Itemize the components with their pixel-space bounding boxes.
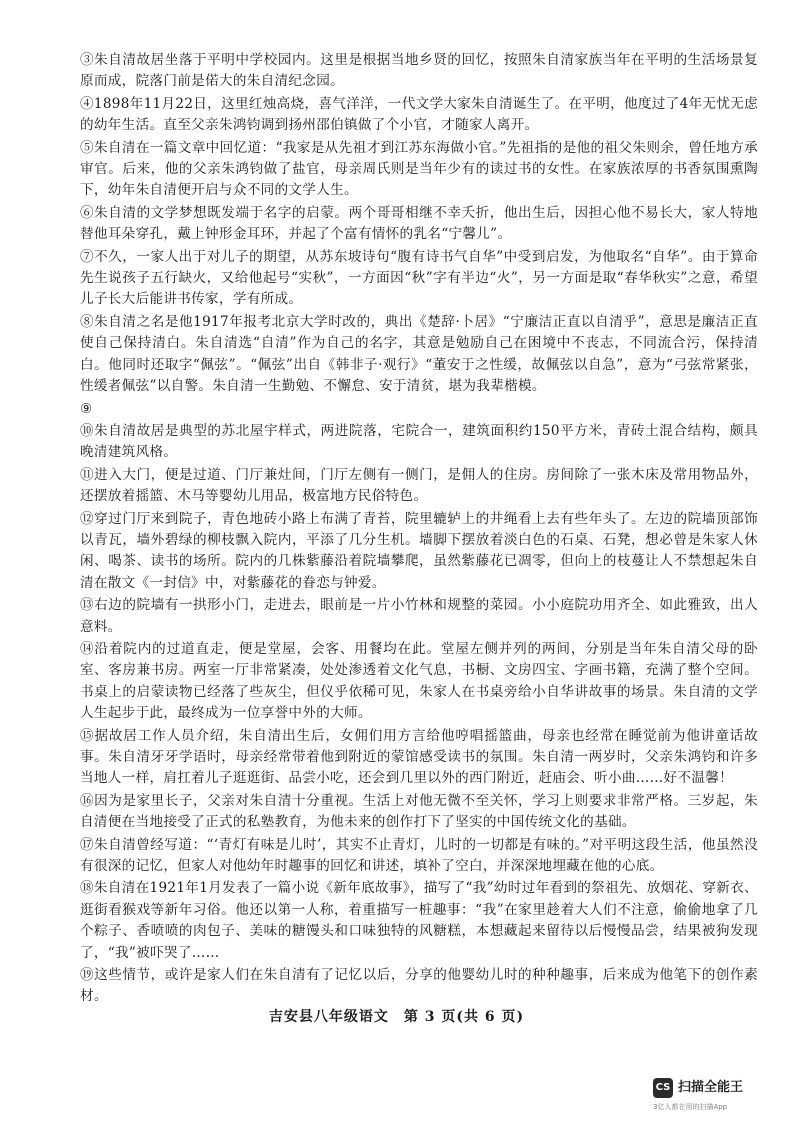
camscanner-logo-icon: CS [653,1078,673,1098]
paragraph-10: ⑩朱自清故居是典型的苏北屋宇样式，两进院落，宅院合一，建筑面积约150平方米，青砖土混合结构，颇具晚清建筑风格。 [80,422,758,461]
paragraph-14: ⑭沿着院内的过道直走，便是堂屋，会客、用餐均在此。堂屋左侧并列的两间，分别是当年朱自清父母的卧室、客房兼书房。两室一厅非常紧凑，处处渗透着文化气息，书橱、文房四宝、字画书籍，充满了整个空间。书桌上的启蒙读物已经落了些灰尘，但仪乎依稀可见，朱家人在书桌旁给小自华讲故事的场景。朱自清的文学人生起步于此，最终成为一位享誉中外的大师。 [80,640,758,722]
document-body [80,50,758,1009]
scanner-brand: 扫描全能王 [678,1080,744,1095]
paragraph-9: ⑨ [80,400,93,417]
paragraph-12: ⑫穿过门厅来到院子，青色地砖小路上布满了青苔，院里辘轳上的井绳看上去有些年头了。左边的院墙顶部饰以青瓦，墙外碧绿的柳枝飘入院内，平添了几分生机。墙脚下摆放着淡白色的石桌、石凳，想必曾是朱家人休闲、喝茶、读书的场所。院内的几株紫藤沿着院墙攀爬，虽然紫藤花已凋零，但向上的枝蔓让人不禁想起朱自清在散文《一封信》中，对紫藤花的眷恋与钟爱。 [80,510,758,591]
paragraph-16: ⑯因为是家里长子，父亲对朱自清十分重视。生活上对他无微不至关怀，学习上则要求非常严格。三岁起，朱自清便在当地接受了正式的私塾教育，为他未来的创作打下了坚实的中国传统文化的基础。 [80,792,758,831]
paragraph-7: ⑦不久，一家人出于对儿子的期望，从苏东坡诗句“腹有诗书气自华”中受到启发，为他取名“自华”。由于算命先生说孩子五行缺火，又给他起号“实秋”，一方面因“秋”字有半边“火”，另一方面是取“春华秋实”之意，希望儿子长大后能讲书传家，学有所成。 [80,248,758,308]
paragraph-18: ⑱朱自清在1921年1月发表了一篇小说《新年底故事》，描写了“我”幼时过年看到的祭祖先、放烟花、穿新衣、逛街看猴戏等新年习俗。他还以第一人称，着重描写一桩趣事：“我”在家里趁着大人们不注意，偷偷地拿了几个粽子、香喷喷的肉包子、美味的糖馒头和口味独特的风糖糕，本想藏起来留待以后慢慢品尝，结果被狗发现了，“我”被吓哭了…… [80,880,758,961]
paragraph-15: ⑮据故居工作人员介绍，朱自清出生后，女佣们用方言给他哼唱摇篮曲，母亲也经常在睡觉前为他讲童话故事。朱自清牙牙学语时，母亲经常带着他到附近的蒙馆感受读书的氛围。朱自清一两岁时，父亲朱鸿钧和许多当地人一样，肩扛着儿子逛逛街、品尝小吃，还会到几里以外的西门附近，赶庙会、听小曲……好不温馨！ [80,727,758,787]
paragraph-17: ⑰朱自清曾经写道：“‘青灯有味是儿时’，其实不止青灯，儿时的一切都是有味的。”对平明这段生活，他虽然没有很深的记忆，但家人对他幼年时趣事的回忆和讲述，填补了空白，并深深地埋藏在他的心底。 [80,836,758,875]
paragraph-13: ⑬右边的院墙有一拱形小门，走进去，眼前是一片小竹林和规整的菜园。小小庭院功用齐全、如此雅致，出人意料。 [80,597,758,635]
paragraph-19: ⑲这些情节，或许是家人们在朱自清有了记忆以后，分享的他婴幼儿时的种种趣事，后来成为他笔下的创作素材。 [80,967,758,1005]
scanner-tagline: 3亿人都在用的扫描App [653,1103,728,1111]
paragraph-11: ⑪进入大门，便是过道、门厅兼灶间，门厅左侧有一侧门，是佣人的住房。房间除了一张木床及常用物品外，还摆放着摇篮、木马等婴幼儿用品，极富地方民俗特色。 [80,466,758,505]
paragraph-6: ⑥朱自清的文学梦想既发端于名字的启蒙。两个哥哥相继不幸夭折，他出生后，因担心他不易长大，家人特地替他耳朵穿孔，戴上钟形金耳环，并起了个富有情怀的乳名“宁馨儿”。 [80,204,758,243]
paragraph-4: ④1898年11月22日，这里红烛高烧，喜气洋洋，一代文学大家朱自清诞生了。在平明，他度过了4年无忧无虑的幼年生活。直至父亲朱鸿钧调到扬州邵伯镇做了个小官，才随家人离开。 [80,95,758,134]
scanner-watermark [653,1076,781,1116]
paragraph-3: ③朱自清故居坐落于平明中学校园内。这里是根据当地乡贤的回忆，按照朱自清家族当年在平明的生活场景复原而成，院落门前是偌大的朱自清纪念园。 [80,52,758,90]
paragraph-8: ⑧朱自清之名是他1917年报考北京大学时改的，典出《楚辞·卜居》“宁廉洁正直以自清乎”，意思是廉洁正直使自己保持清白。朱自清选“自清”作为自己的名字，其意是勉励自己在困境中不丧志，不同流合污，保持清白。他同时还取字“佩弦”。“佩弦”出自《韩非子·观行》“董安于之性缓，故佩弦以自急”，意为“弓弦常紧张，性缓者佩弦”以自警。朱自清一生勤勉、不懈怠、安于清贫，堪为我辈楷模。 [80,313,758,395]
page-footer: 吉安县八年级语文 第 3 页(共 6 页) [268,1009,525,1025]
paragraph-5: ⑤朱自清在一篇文章中回忆道：“我家是从先祖才到江苏东海做小官。”先祖指的是他的祖父朱则余，曾任地方承审官。后来，他的父亲朱鸿钧做了盐官，母亲周氏则是当年少有的读过书的女性。在家族浓厚的书香氛围熏陶下，幼年朱自清便开启与众不同的文学人生。 [80,139,758,199]
